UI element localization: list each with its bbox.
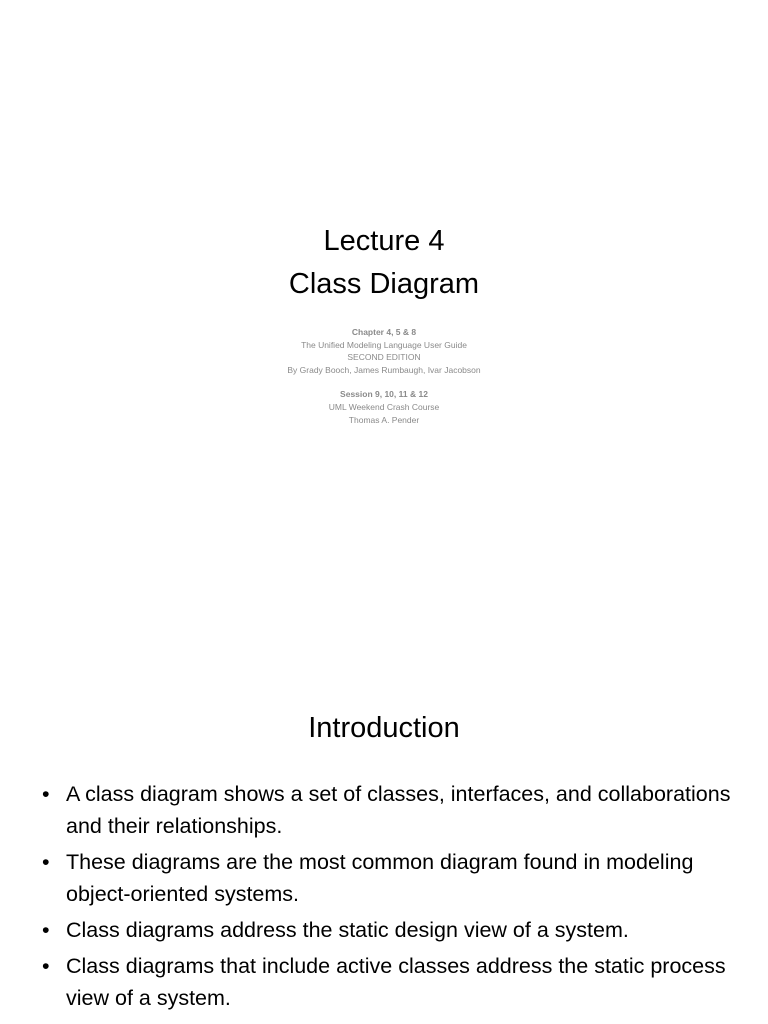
slide-title	[0, 220, 768, 306]
bullet-item	[42, 846, 742, 910]
reference-1-heading: Chapter 4, 5 & 8	[351, 327, 417, 337]
reference-spacer	[0, 376, 768, 388]
bullet-list	[42, 778, 742, 1018]
references	[0, 326, 768, 426]
bullet-text: A class diagram shows a set of classes, interfaces, and collaborations and their relationships.	[66, 782, 731, 838]
bullet-item	[42, 950, 742, 1014]
reference-2-heading: Session 9, 10, 11 & 12	[340, 389, 428, 400]
bullet-item	[42, 914, 742, 946]
bullet-text: These diagrams are the most common diagram found in modeling object-oriented systems.	[66, 850, 694, 906]
reference-2-author: Thomas A. Pender	[348, 414, 420, 425]
bullet-icon: •	[42, 782, 50, 806]
bullet-icon: •	[42, 954, 50, 978]
bullet-item	[42, 778, 742, 842]
lecture-topic: Class Diagram	[288, 268, 480, 300]
bullet-text: Class diagrams address the static design view of a system.	[66, 918, 629, 942]
bullet-text: Class diagrams that include active classes address the static process view of a system.	[66, 954, 726, 1010]
reference-1-authors: By Grady Booch, James Rumbaugh, Ivar Jacobson	[287, 364, 481, 375]
reference-1-book: The Unified Modeling Language User Guide	[301, 339, 467, 350]
bullet-icon: •	[42, 850, 50, 874]
reference-1-edition: SECOND EDITION	[347, 352, 421, 363]
reference-2-book: UML Weekend Crash Course	[328, 401, 440, 412]
bullet-icon: •	[42, 918, 50, 942]
lecture-number: Lecture 4	[323, 225, 445, 257]
introduction-slide	[0, 612, 768, 1024]
introduction-title: Introduction	[308, 712, 460, 744]
